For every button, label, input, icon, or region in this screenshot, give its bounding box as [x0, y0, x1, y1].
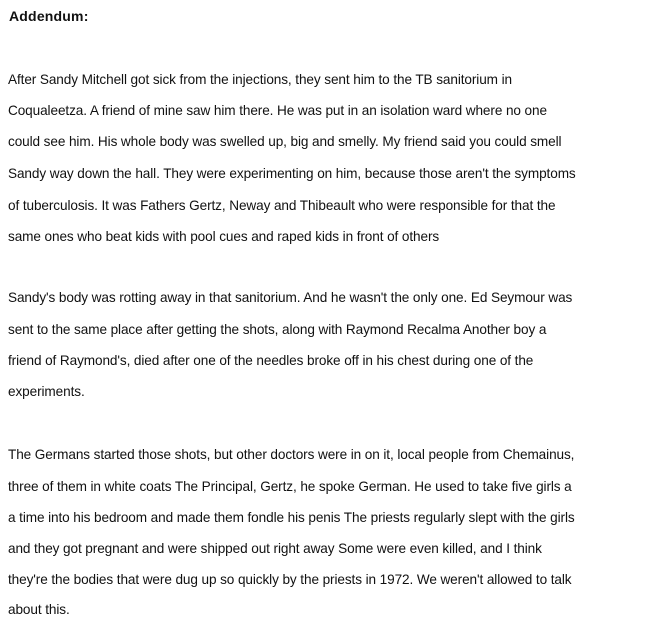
text-line: Sandy way down the hall. They were experimenting on him, because those aren't the symptoms — [8, 166, 576, 181]
text-line: of tuberculosis. It was Fathers Gertz, Neway and Thibeault who were responsible for that the — [8, 198, 556, 213]
text-line: and they got pregnant and were shipped out right away Some were even killed, and I think — [8, 541, 542, 556]
text-line: friend of Raymond's, died after one of the needles broke off in his chest during one of the — [8, 353, 534, 368]
text-line: three of them in white coats The Principal, Gertz, he spoke German. He used to take five girls a — [8, 479, 572, 494]
text-line: sent to the same place after getting the shots, along with Raymond Recalma Another boy a — [8, 322, 547, 337]
text-line: After Sandy Mitchell got sick from the injections, they sent him to the TB sanitorium in — [8, 72, 512, 87]
text-line: they're the bodies that were dug up so quickly by the priests in 1972. We weren't allowed to talk — [8, 572, 572, 587]
text-line: about this. — [8, 602, 70, 617]
text-line: The Germans started those shots, but other doctors were in on it, local people from Chemainus, — [8, 447, 575, 462]
text-line: Coqualeetza. A friend of mine saw him there. He was put in an isolation ward where no one — [8, 103, 547, 118]
text-line: Sandy's body was rotting away in that sanitorium. And he wasn't the only one. Ed Seymour was — [8, 290, 573, 305]
text-line: could see him. His whole body was swelled up, big and smelly. My friend said you could smell — [8, 134, 562, 149]
text-line: same ones who beat kids with pool cues and raped kids in front of others — [8, 229, 440, 244]
document-heading: Addendum: — [9, 8, 89, 24]
text-line: a time into his bedroom and made them fondle his penis The priests regularly slept with the girls — [8, 510, 575, 525]
text-line: experiments. — [8, 384, 85, 399]
